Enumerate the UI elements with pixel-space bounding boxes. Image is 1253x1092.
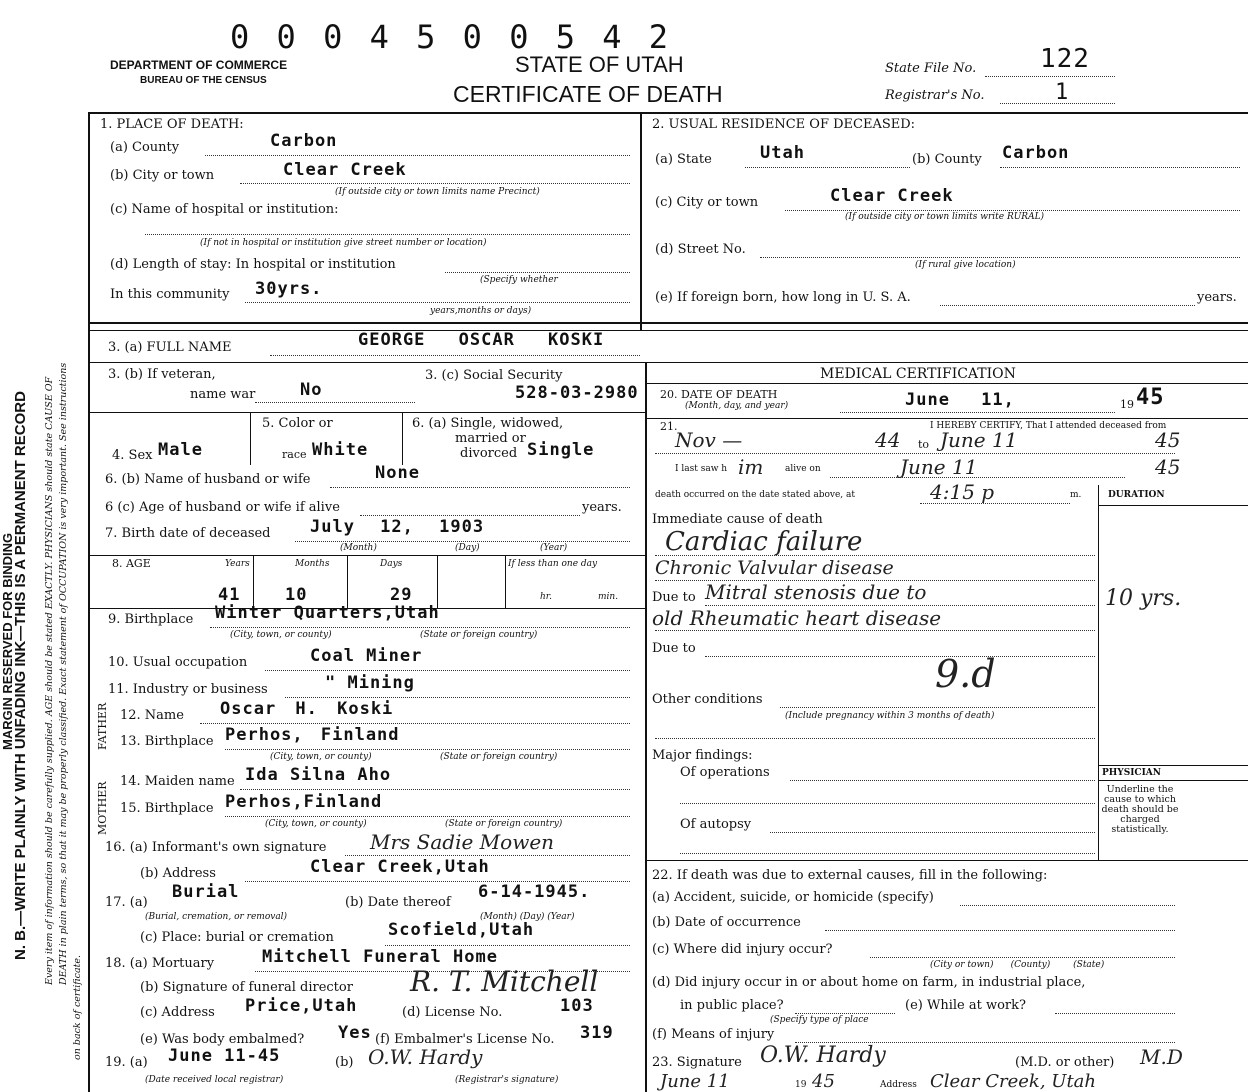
street-label: (d) Street No. [655,242,746,257]
death-county-label: (a) County [110,140,180,155]
residence-city-label: (c) City or town [655,195,759,210]
date-of-death-value: June 11, [905,390,1015,410]
cause-line-4: old Rheumatic heart disease [652,606,942,630]
birth-day-note: (Day) [455,543,480,553]
community-value: 30yrs. [255,279,323,299]
margin-write-plainly: N. B.—WRITE PLAINLY WITH UNFADING INK—THIS IS A PERMANENT RECORD [12,391,29,960]
full-name-label: 3. (a) FULL NAME [108,340,232,355]
physician-note: Underline the cause to which death should be charged statistically. [1101,784,1179,835]
residence-title: 2. USUAL RESIDENCE OF DECEASED: [652,117,916,132]
marital-label-3: divorced [460,446,518,461]
mother-birthplace-value: Perhos,Finland [225,792,383,812]
occupation-value: Coal Miner [310,646,423,666]
last-saw-him: im [738,455,764,479]
informant-signature: Mrs Sadie Mowen [370,830,555,854]
marital-label: 6. (a) Single, widowed, [412,416,564,431]
physician-initials: 9.d [935,652,996,696]
death-city-note: (If outside city or town limits name Precinct) [335,187,540,197]
death-year-prefix: 19 [1120,398,1134,411]
marital-value: Single [527,440,595,460]
community-note: years,months or days) [430,306,532,316]
signature-date: June 11 [660,1071,730,1092]
certify-text: I HEREBY CERTIFY, That I attended deceased from [930,421,1167,431]
registrar-date-label: 19. (a) [105,1055,148,1070]
registrar-signature-label: (b) [335,1055,354,1070]
major-findings-label: Major findings: [652,748,753,763]
external-b-label: (b) Date of occurrence [652,915,801,930]
signature-address-label: Address [880,1080,917,1090]
mortuary-label: 18. (a) Mortuary [105,956,215,971]
funeral-director-label: (b) Signature of funeral director [140,980,353,995]
residence-county-value: Carbon [1002,143,1070,163]
industry-label: 11. Industry or business [108,682,268,697]
residence-state-label: (a) State [655,152,712,167]
age-months-label: Months [295,559,330,569]
birthplace-label: 9. Birthplace [108,612,194,627]
veteran-war-label: name war [190,387,256,402]
residence-city-note: (If outside city or town limits write RURAL) [845,212,1045,222]
license-label: (d) License No. [402,1005,503,1020]
death-city-label: (b) City or town [110,168,215,183]
last-saw-date: June 11 [900,455,978,479]
informant-address-label: (b) Address [140,866,216,881]
community-label: In this community [110,287,230,302]
foreign-born-suffix: years. [1197,290,1237,305]
burial-date-value: 6-14-1945. [478,882,591,902]
external-e-label: (e) While at work? [905,998,1026,1013]
birthplace-note-1: (City, town, or county) [230,630,332,640]
father-note-2: (State or foreign country) [440,752,558,762]
foreign-born-label: (e) If foreign born, how long in U. S. A. [655,290,911,305]
father-name-value: Oscar H. Koski [220,699,394,719]
father-note-1: (City, town, or county) [270,752,372,762]
mortuary-address-label: (c) Address [140,1005,215,1020]
registrar-signature-note: (Registrar's signature) [455,1075,559,1085]
spouse-value: None [375,463,420,483]
cause-line-2: Chronic Valvular disease [655,557,894,579]
informant-label: 16. (a) Informant's own signature [105,840,327,855]
autopsy-label: Of autopsy [680,817,752,832]
burial-note: (Burial, cremation, or removal) [145,912,288,922]
age-months-value: 10 [285,585,308,605]
last-saw-label: I last saw h [675,464,728,474]
father-birthplace-value: Perhos, Finland [225,725,400,745]
embalmer-license-label: (f) Embalmer's License No. [375,1032,555,1047]
age-label: 8. AGE [112,557,151,570]
margin-instructions-3: on back of certificate. [72,954,83,1060]
due-to-label: Due to [652,590,696,605]
burial-value: Burial [172,882,240,902]
signature-year-prefix: 19 [795,1080,807,1090]
signature-year: 45 [812,1071,835,1092]
sex-label: 4. Sex [112,448,153,463]
state-title: STATE OF UTAH [515,52,684,77]
registrar-number-label: Registrar's No. [885,88,985,103]
age-less-than-day-label: If less than one day [508,559,598,569]
date-of-death-note: (Month, day, and year) [685,401,789,411]
external-f-label: (f) Means of injury [652,1027,775,1042]
death-city-value: Clear Creek [283,160,407,180]
death-county-value: Carbon [270,131,338,151]
margin-reserved-text: MARGIN RESERVED FOR BINDING [0,532,15,750]
operations-label: Of operations [680,765,770,780]
death-occurred-suffix: m. [1070,490,1082,500]
external-d-note: (Specify type of place [770,1015,869,1025]
death-occurred-time: 4:15 p [930,480,995,504]
mother-note-1: (City, town, or county) [265,819,367,829]
attend-to-year: 45 [1155,428,1181,452]
race-value: White [312,440,369,460]
bureau-label: BUREAU OF THE CENSUS [140,75,267,86]
external-c-note: (City or town) (County) (State) [930,960,1105,970]
last-saw-year: 45 [1155,455,1181,479]
sex-value: Male [158,440,203,460]
age-days-value: 29 [390,585,413,605]
mortuary-value: Mitchell Funeral Home [262,947,498,967]
signature-label: 23. Signature [652,1055,742,1070]
spouse-age-suffix: years. [582,500,622,515]
document-number: 0 0 0 4 5 0 0 5 4 2 [230,18,673,56]
place-of-death-title: 1. PLACE OF DEATH: [100,117,244,132]
other-conditions-note: (Include pregnancy within 3 months of death) [785,711,995,721]
informant-address-value: Clear Creek,Utah [310,857,490,877]
birth-month-note: (Month) [340,543,377,553]
father-name-label: 12. Name [120,708,184,723]
birthplace-value: Winter Quarters,Utah [215,603,440,623]
mother-note-2: (State or foreign country) [445,819,563,829]
embalmed-label: (e) Was body embalmed? [140,1032,305,1047]
external-d-label-2: in public place? [680,998,784,1013]
burial-date-note: (Month) (Day) (Year) [480,912,575,922]
mortuary-address-value: Price,Utah [245,996,358,1016]
social-security-label: 3. (c) Social Security [425,368,563,383]
margin-instructions-1: Every item of information should be carefully supplied. AGE should be stated EXACTLY. PHYSICIANS should state CAUSE OF [44,376,55,985]
attend-to-value: June 11 [940,428,1018,452]
birth-date-label: 7. Birth date of deceased [105,526,271,541]
birth-year-note: (Year) [540,543,568,553]
age-days-label: Days [380,559,403,569]
external-d-label: (d) Did injury occur in or about home on farm, in industrial place, [652,975,1086,990]
certificate-title: CERTIFICATE OF DEATH [453,81,723,107]
physician-signature: O.W. Hardy [760,1043,886,1068]
occupation-label: 10. Usual occupation [108,655,248,670]
external-c-label: (c) Where did injury occur? [652,942,833,957]
signature-address: Clear Creek, Utah [930,1071,1096,1092]
hospital-label: (c) Name of hospital or institution: [110,202,339,217]
certify-number: 21. [660,420,678,433]
race-label: race [282,448,307,461]
age-hr-label: hr. [540,592,552,602]
marital-label-2: married or [455,431,526,446]
birth-date-value: July 12, 1903 [310,517,485,537]
death-occurred-label: death occurred on the date stated above, at [655,490,856,500]
embalmer-license-value: 319 [580,1023,614,1043]
father-tag: FATHER [96,702,109,750]
registrar-number: 1 [1055,80,1070,105]
residence-county-label: (b) County [912,152,982,167]
state-file-label: State File No. [885,61,977,76]
veteran-label: 3. (b) If veteran, [108,367,216,382]
mother-tag: MOTHER [96,781,109,835]
father-birthplace-label: 13. Birthplace [120,734,214,749]
last-saw-alive-label: alive on [785,464,821,474]
cause-line-1: Cardiac failure [665,527,863,557]
duration-label: DURATION [1108,490,1165,500]
length-of-stay-note: (Specify whether [480,275,558,285]
length-of-stay-label: (d) Length of stay: In hospital or institution [110,257,396,272]
medical-certification-title: MEDICAL CERTIFICATION [820,366,1016,382]
spouse-age-label: 6 (c) Age of husband or wife if alive [105,500,340,515]
external-a-label: (a) Accident, suicide, or homicide (specify) [652,890,934,905]
burial-date-label: (b) Date thereof [345,895,451,910]
embalmed-value: Yes [338,1023,372,1043]
due-to-label-2: Due to [652,641,696,656]
color-label: 5. Color or [262,416,333,431]
department-label: DEPARTMENT OF COMMERCE [110,58,288,72]
age-years-label: Years [225,559,250,569]
mother-birthplace-label: 15. Birthplace [120,801,214,816]
registrar-date-note: (Date received local registrar) [145,1075,284,1085]
physician-label: PHYSICIAN [1102,768,1161,778]
burial-place-value: Scofield,Utah [388,920,535,940]
street-note: (If rural give location) [915,260,1016,270]
burial-label: 17. (a) [105,895,148,910]
mother-name-value: Ida Silna Aho [245,765,392,785]
immediate-cause-label: Immediate cause of death [652,512,823,527]
state-file-number: 122 [1040,44,1090,74]
age-years-value: 41 [218,585,241,605]
cause-line-3: Mitral stenosis due to [705,580,927,604]
full-name-value: GEORGE OSCAR KOSKI [358,330,605,350]
birthplace-note-2: (State or foreign country) [420,630,538,640]
date-of-death-label: 20. DATE OF DEATH [660,388,778,401]
attend-to-label: to [918,438,930,451]
license-value: 103 [560,996,594,1016]
hospital-note: (If not in hospital or institution give street number or location) [200,238,487,248]
md-label: (M.D. or other) [1015,1055,1115,1070]
registrar-signature: O.W. Hardy [368,1045,483,1069]
funeral-director-signature: R. T. Mitchell [410,965,599,998]
age-min-label: min. [598,592,619,602]
death-year-value: 45 [1136,385,1165,410]
residence-state-value: Utah [760,143,805,163]
mother-name-label: 14. Maiden name [120,774,235,789]
veteran-value: No [300,380,323,400]
industry-value: " Mining [325,673,415,693]
residence-city-value: Clear Creek [830,186,954,206]
duration-value: 10 yrs. [1105,586,1182,611]
other-conditions-label: Other conditions [652,692,763,707]
spouse-label: 6. (b) Name of husband or wife [105,472,311,487]
margin-instructions-2: DEATH in plain terms, so that it may be properly classified. Exact statement of OCCUPATION is very important. See instructions [58,362,69,985]
md-value: M.D [1140,1045,1183,1069]
registrar-date-value: June 11-45 [168,1046,281,1066]
social-security-value: 528-03-2980 [515,383,639,403]
external-causes-label: 22. If death was due to external causes, fill in the following: [652,868,1048,883]
attend-from-year: 44 [875,428,901,452]
attend-from-value: Nov — [675,428,743,452]
burial-place-label: (c) Place: burial or cremation [140,930,334,945]
